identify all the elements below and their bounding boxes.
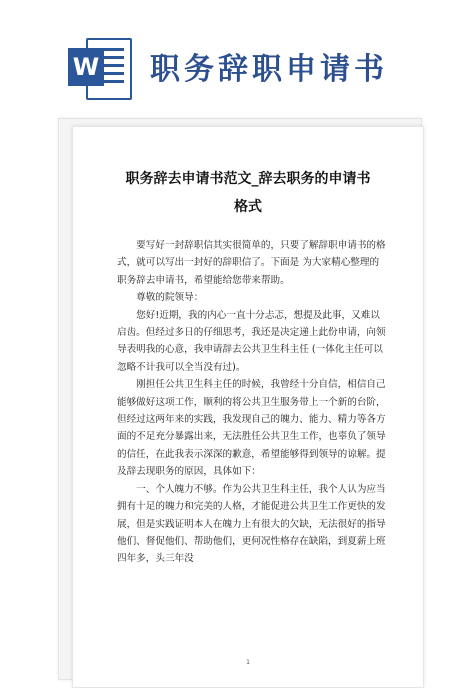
word-document-icon — [68, 36, 130, 100]
paragraph-reason-one: 一、个人魄力不够。作为公共卫生科主任，我个人认为应当拥有十足的魄力和完美的人格，才能促进公共卫生工作更快的发展，但是实践证明本人在魄力上有很大的欠缺，无法很好的指导他们、督促他们、帮助他们，更何况性格存在缺陷，到夏薪上班四年多，头三年没 — [117, 483, 386, 565]
header-title: 职务辞职申请书 — [150, 52, 388, 87]
header-banner — [0, 0, 474, 110]
document-title-line2: 格式 — [234, 199, 262, 215]
paragraph-reason-overview: 刚担任公共卫生科主任的时候，我曾经十分自信，相信自己能够做好这项工作，顺利的将公共卫生服务带上一个新的台阶，但经过这两年来的实践，我发现自己的魄力、能力、精力等各方面的不足充分暴露出来，无法胜任公共卫生工作，也辜负了领导的信任，在此我表示深深的歉意，希望能够得到领导的谅解。提及辞去现职务的原因，具体如下： — [117, 379, 386, 478]
page-number: 1 — [246, 659, 250, 666]
paragraph-salutation: 尊敬的院领导： — [117, 292, 204, 304]
paragraph-greeting: 您好!近期，我的内心一直十分忐忑，想提及此事，又难以启齿。但经过多日的仔细思考，我还是决定递上此份申请，向领导表明我的心意，我申请辞去公共卫生科主任 (一体化主任可以忽略不计我可以全当没有过)。 — [117, 309, 386, 373]
document-body — [117, 237, 387, 568]
document-page — [72, 126, 424, 688]
paragraph-intro: 要写好一封辞职信其实很简单的，只要了解辞职申请书的格式，就可以写出一封好的辞职信了。下面是 为大家精心整理的职务辞去申请书，希望能给您带来帮助。 — [117, 240, 386, 286]
document-title-line1: 职务辞去申请书范文_辞去职务的申请书 — [125, 171, 371, 187]
document-title — [73, 165, 423, 221]
word-icon-badge: W — [68, 48, 104, 86]
